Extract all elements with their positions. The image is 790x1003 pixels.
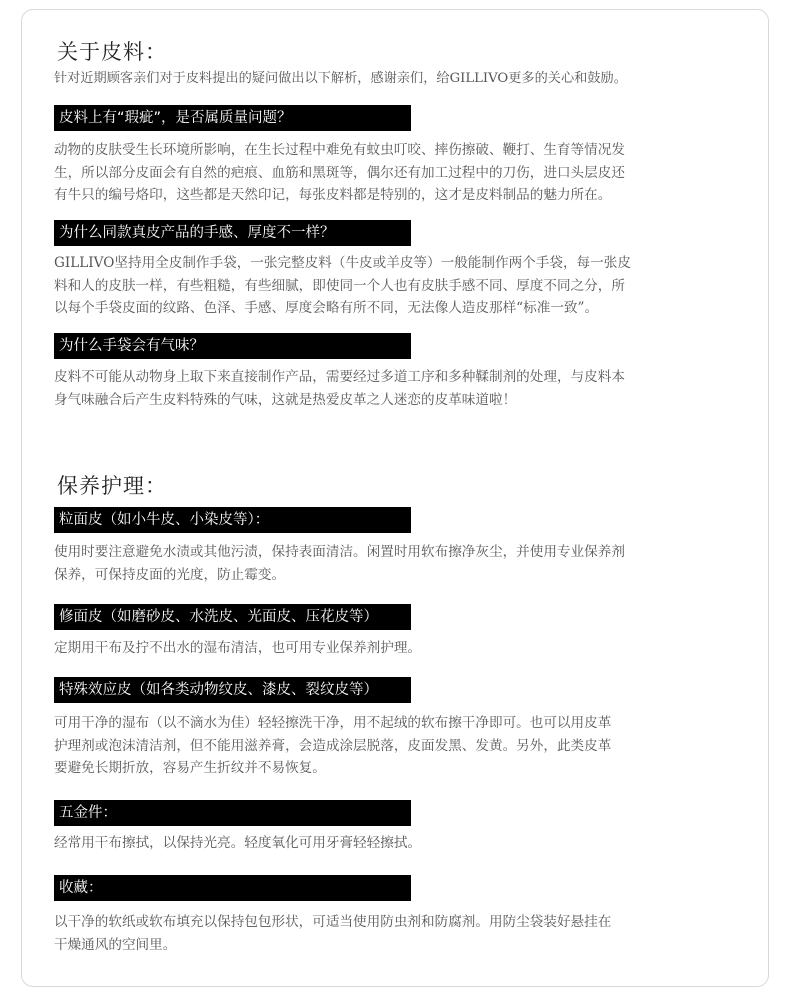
section-text-hardware: 经常用干布擦拭，以保持光亮。轻度氧化可用牙膏轻轻擦拭。 [54,835,422,851]
section-text-smell: 皮料不可能从动物身上取下来直接制作产品，需要经过多道工序和多种鞣制剂的处理，与皮料本 身气味融合后产生皮料特殊的气味，这就是热爱皮革之人迷恋的皮革味道啦！ [54,369,625,408]
section-heading-hardware: 五金件： [54,800,411,826]
section-text-storage: 以干净的软纸或软布填充以保持包包形状，可适当使用防虫剂和防腐剂。用防尘袋装好悬挂在 干燥通风的空间里。 [54,914,612,953]
section-heading-special-leather: 特殊效应皮（如各类动物纹皮、漆皮、裂纹皮等） [54,677,411,703]
section-text-flaws: 动物的皮肤受生长环境所影响，在生长过程中难免有蚊虫叮咬、摔伤擦破、鞭打、生育等情况发 生，所以部分皮面会有自然的疤痕、血筋和黑斑等，偶尔还有加工过程中的刀伤，进口头层皮还 有牛只的编号烙印，这些都是天然印记，每张皮料都是特别的，这才是皮料制品的魅力所在。 [54,142,625,203]
leather-intro: 针对近期顾客亲们对于皮料提出的疑问做出以下解析，感谢亲们，给GILLIVO更多的关心和鼓励。 [54,71,627,86]
section-text-corrected-leather: 定期用干布及拧不出水的湿布清洁，也可用专业保养剂护理。 [54,640,422,656]
leather-title: 关于皮料： [57,40,167,64]
section-heading-storage: 收藏： [54,875,411,901]
section-heading-grain-leather: 粒面皮（如小牛皮、小染皮等）： [54,507,411,533]
section-heading-feel-thickness: 为什么同款真皮产品的手感、厚度不一样？ [54,220,411,246]
section-heading-smell: 为什么手袋会有气味？ [54,333,411,359]
section-text-feel-thickness: GILLIVO坚持用全皮制作手袋，一张完整皮料（牛皮或羊皮等）一般能制作两个手袋，每一张皮 料和人的皮肤一样，有些粗糙，有些细腻，即使同一个人也有皮肤手感不同、厚度不同之分，所 以每个手袋皮面的纹路、色泽、手感、厚度会略有所不同，无法像人造皮那样“标准一致”。 [54,255,631,316]
section-text-special-leather: 可用干净的湿布（以不滴水为佳）轻轻擦洗干净，用不起绒的软布擦干净即可。也可以用皮革 护理剂或泡沫清洁剂，但不能用滋养膏，会造成涂层脱落，皮面发黑、发黄。另外，此类皮革 要避免长期折放，容易产生折纹并不易恢复。 [54,715,612,776]
section-text-grain-leather: 使用时要注意避免水渍或其他污渍，保持表面清洁。闲置时用软布擦净灰尘，并使用专业保养剂 保养，可保持皮面的光度，防止霉变。 [54,544,625,583]
care-title: 保养护理： [57,474,167,498]
section-heading-flaws: 皮料上有“瑕疵”，是否属质量问题？ [54,105,411,131]
section-heading-corrected-leather: 修面皮（如磨砂皮、水洗皮、光面皮、压花皮等） [54,604,411,630]
